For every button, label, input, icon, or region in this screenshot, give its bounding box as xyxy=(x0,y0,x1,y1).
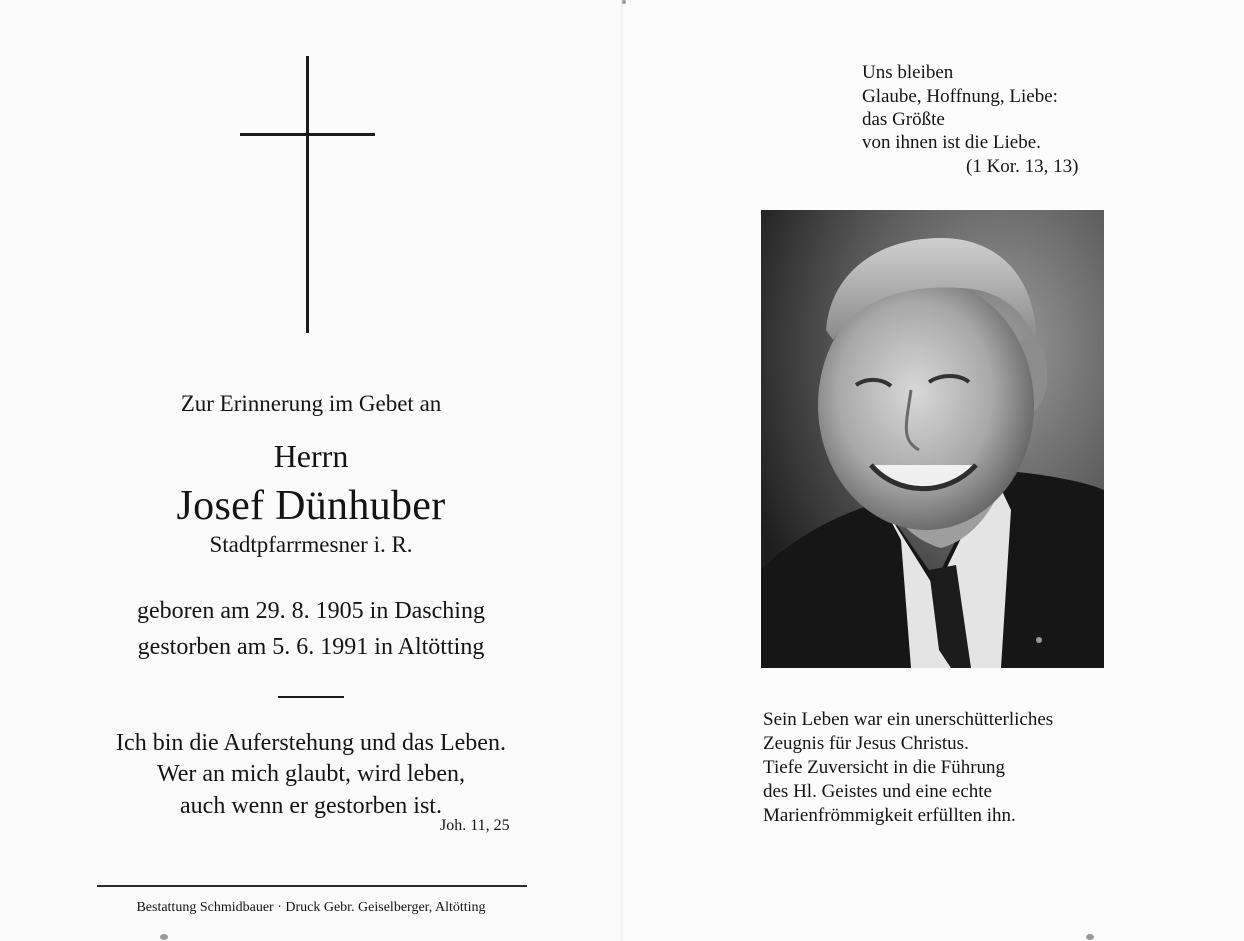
cross-vertical-bar xyxy=(306,56,309,333)
bible-quote-line: das Größte xyxy=(862,109,945,130)
portrait-photo xyxy=(761,210,1104,668)
bible-quote-reference: (1 Kor. 13, 13) xyxy=(966,156,1079,177)
deceased-name: Josef Dünhuber xyxy=(176,483,446,529)
birth-line: geboren am 29. 8. 1905 in Dasching xyxy=(137,598,485,624)
verse-line: auch wenn er gestorben ist. xyxy=(180,793,442,819)
tribute-line: Sein Leben war ein unerschütterliches xyxy=(763,709,1054,730)
tribute-line: Tiefe Zuversicht in die Führung xyxy=(763,757,1006,778)
deceased-title: Stadtpfarrmesner i. R. xyxy=(209,532,413,557)
tribute-line: Zeugnis für Jesus Christus. xyxy=(763,733,969,754)
bible-quote-line: Glaube, Hoffnung, Liebe: xyxy=(862,86,1058,107)
divider xyxy=(278,696,344,698)
verse-reference: Joh. 11, 25 xyxy=(440,817,510,834)
tribute-line: des Hl. Geistes und eine echte xyxy=(763,781,992,802)
cross-horizontal-bar xyxy=(240,133,375,136)
footer-divider xyxy=(97,885,527,887)
bible-quote-line: von ihnen ist die Liebe. xyxy=(862,132,1041,153)
tribute-line: Marienfrömmigkeit erfüllten ihn. xyxy=(763,805,1016,826)
verse-line: Ich bin die Auferstehung und das Leben. xyxy=(116,730,506,756)
death-line: gestorben am 5. 6. 1991 in Altötting xyxy=(137,634,485,660)
verse-line: Wer an mich glaubt, wird leben, xyxy=(157,761,465,787)
scan-speck xyxy=(160,934,168,940)
scan-speck xyxy=(1086,934,1094,940)
honorific: Herrn xyxy=(273,438,349,474)
portrait-illustration xyxy=(761,210,1104,668)
memorial-intro: Zur Erinnerung im Gebet an xyxy=(180,391,442,416)
bible-quote-line: Uns bleiben xyxy=(862,62,954,83)
printer-credit: Bestattung Schmidbauer · Druck Gebr. Geiselberger, Altötting xyxy=(136,900,486,915)
scan-speck xyxy=(622,0,626,4)
